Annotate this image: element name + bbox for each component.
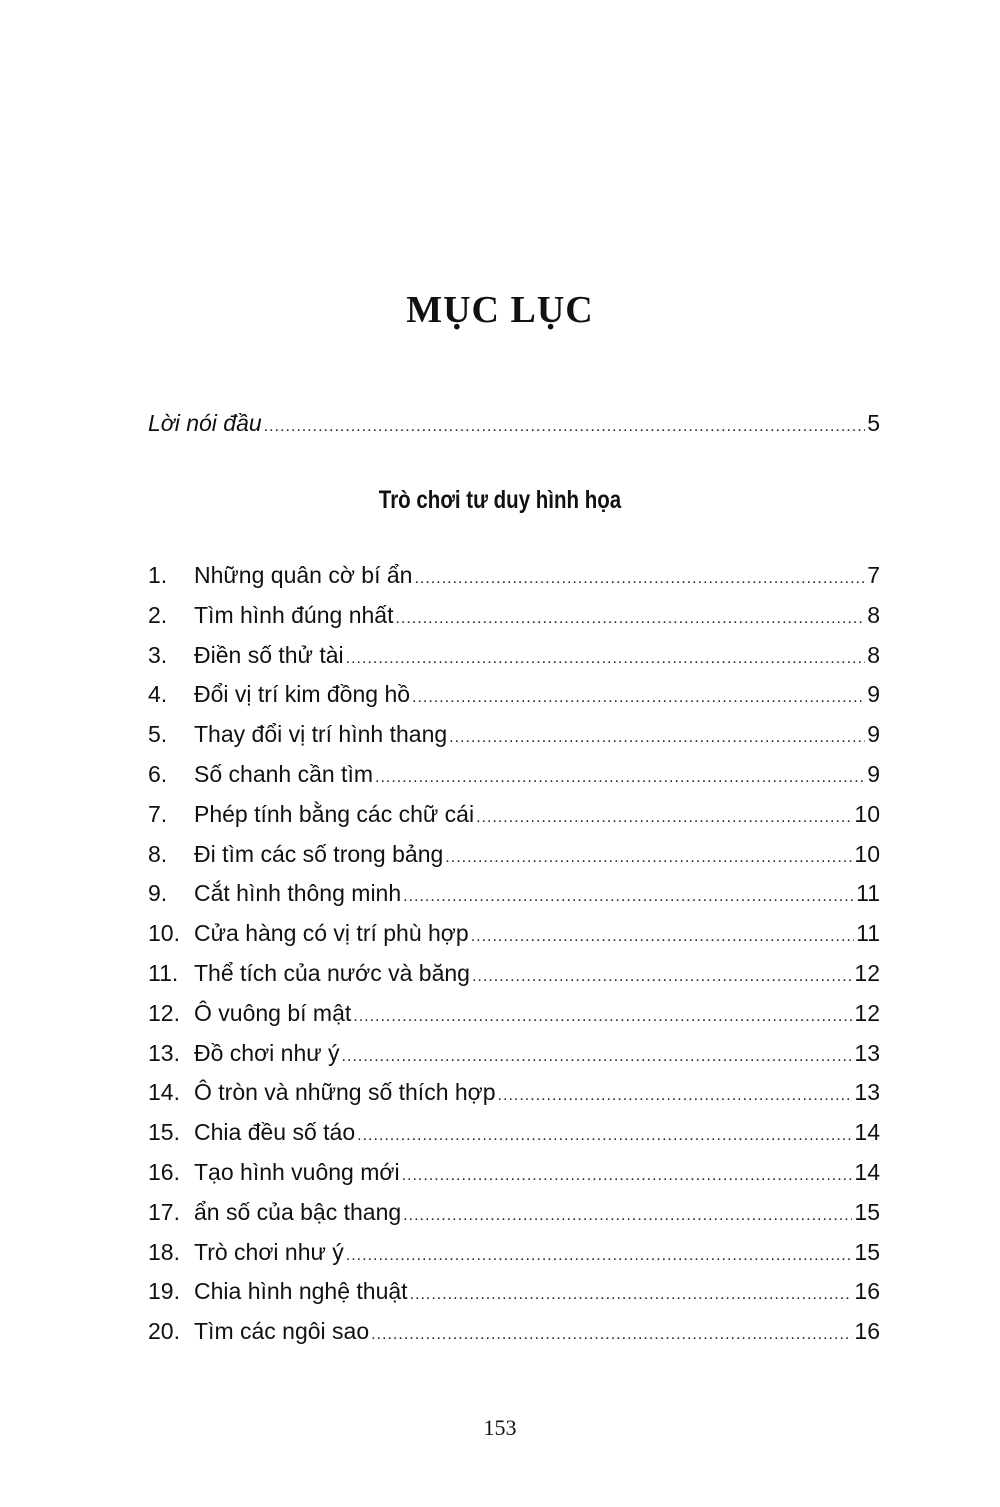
toc-item-page: 9	[867, 760, 880, 787]
dot-leader	[346, 650, 866, 668]
page-title: MỤC LỤC	[406, 289, 594, 331]
dot-leader	[498, 1087, 853, 1105]
dot-leader	[357, 1127, 852, 1145]
dot-leader	[353, 1008, 852, 1026]
toc-item	[148, 841, 880, 881]
toc-item-page: 15	[854, 1238, 880, 1265]
toc-item-number: 8.	[148, 840, 168, 867]
dot-leader	[410, 1286, 853, 1304]
dot-leader	[346, 1247, 853, 1265]
toc-item-page: 14	[854, 1119, 880, 1146]
toc-item-page: 10	[854, 800, 880, 827]
toc-item-number: 9.	[148, 880, 168, 907]
toc-item-label: Tạo hình vuông mới	[194, 1158, 400, 1185]
toc-item-number: 12.	[148, 999, 180, 1026]
toc-item-label: Đi tìm các số trong bảng	[194, 840, 444, 867]
toc-item-label: Những quân cờ bí ẩn	[194, 562, 413, 588]
toc-item	[148, 1239, 880, 1279]
toc-item-number: 16.	[148, 1158, 180, 1185]
toc-item-label: Đồ chơi như ý	[194, 1039, 340, 1066]
toc-item-number: 17.	[148, 1198, 180, 1225]
toc-item-label: Tìm các ngôi sao	[194, 1318, 370, 1345]
toc-item	[148, 880, 880, 920]
toc-item	[148, 1278, 880, 1318]
toc-item-label: Số chanh cần tìm	[194, 760, 373, 787]
toc-item	[148, 1159, 880, 1199]
toc-item-label: Ô tròn và những số thích hợp	[194, 1079, 496, 1106]
toc-item-number: 2.	[148, 601, 168, 628]
toc-item-label: Phép tính bằng các chữ cái	[194, 800, 475, 827]
toc-item	[148, 721, 880, 761]
dot-leader	[403, 1207, 852, 1225]
toc-item-page: 12	[854, 959, 880, 986]
dot-leader	[264, 418, 866, 436]
dot-leader	[342, 1048, 853, 1066]
toc-item	[148, 801, 880, 841]
page-number: 153	[483, 1415, 517, 1440]
toc-intro-row	[148, 410, 880, 437]
toc-item-page: 16	[854, 1318, 880, 1345]
toc-list	[148, 562, 880, 1358]
toc-intro-label: Lời nói đầu	[148, 410, 262, 436]
toc-item-number: 4.	[148, 681, 168, 708]
toc-item	[148, 920, 880, 960]
toc-item-label: Ô vuông bí mật	[194, 999, 352, 1026]
toc-item-label: Chia đều số táo	[194, 1119, 356, 1146]
toc-item-number: 20.	[148, 1318, 180, 1345]
dot-leader	[402, 1167, 853, 1185]
dot-leader	[395, 610, 865, 628]
toc-item	[148, 1079, 880, 1119]
toc-item	[148, 761, 880, 801]
dot-leader	[414, 570, 865, 588]
toc-item-label: Cắt hình thông minh	[194, 880, 402, 907]
toc-item-number: 11.	[148, 959, 179, 986]
toc-item-number: 5.	[148, 721, 168, 748]
toc-item-label: Thể tích của nước và băng	[194, 959, 470, 986]
toc-item-label: Đổi vị trí kim đồng hồ	[194, 681, 411, 708]
toc-item	[148, 681, 880, 721]
dot-leader	[375, 769, 865, 787]
dot-leader	[371, 1326, 852, 1344]
dot-leader	[445, 849, 852, 867]
toc-item-number: 19.	[148, 1278, 180, 1305]
toc-item-label: Chia hình nghệ thuật	[194, 1278, 408, 1305]
toc-item	[148, 1199, 880, 1239]
dot-leader	[471, 928, 854, 946]
toc-item-page: 15	[854, 1198, 880, 1225]
toc-item	[148, 602, 880, 642]
section-heading: Trò chơi tư duy hình họa	[378, 486, 622, 514]
toc-item-label: Cửa hàng có vị trí phù hợp	[194, 920, 469, 947]
toc-item-page: 14	[854, 1158, 880, 1185]
toc-item	[148, 562, 880, 602]
toc-item-number: 15.	[148, 1119, 180, 1146]
dot-leader	[449, 729, 865, 747]
toc-item-page: 8	[867, 641, 880, 668]
dot-leader	[476, 809, 852, 827]
toc-item-page: 7	[867, 562, 880, 588]
toc-item-page: 12	[854, 999, 880, 1026]
toc-item-page: 11	[856, 880, 880, 907]
toc-item	[148, 1318, 880, 1358]
dot-leader	[472, 968, 852, 986]
toc-item-number: 6.	[148, 760, 168, 787]
dot-leader	[403, 888, 854, 906]
toc-item-page: 13	[854, 1039, 880, 1066]
toc-intro-page: 5	[867, 410, 880, 436]
toc-item-label: Thay đổi vị trí hình thang	[194, 721, 448, 748]
toc-item-number: 3.	[148, 641, 168, 668]
toc-item-page: 11	[856, 920, 880, 947]
toc-item	[148, 960, 880, 1000]
toc-item-page: 9	[867, 721, 880, 748]
toc-item-label: ẩn số của bậc thang	[194, 1198, 402, 1225]
dot-leader	[412, 689, 865, 707]
toc-item-page: 16	[854, 1278, 880, 1305]
toc-item-number: 10.	[148, 920, 180, 947]
toc-item-page: 13	[854, 1079, 880, 1106]
toc-item-page: 10	[854, 840, 880, 867]
toc-item-number: 18.	[148, 1238, 180, 1265]
toc-item-number: 13.	[148, 1039, 180, 1066]
toc-item-number: 1.	[148, 562, 168, 588]
toc-item	[148, 1119, 880, 1159]
toc-item	[148, 1000, 880, 1040]
toc-item-number: 7.	[148, 800, 168, 827]
toc-item-number: 14.	[148, 1079, 180, 1106]
toc-item-page: 9	[867, 681, 880, 708]
toc-item-label: Tìm hình đúng nhất	[194, 601, 394, 628]
toc-item-page: 8	[867, 601, 880, 628]
toc-item	[148, 1040, 880, 1080]
toc-item-label: Điền số thử tài	[194, 641, 344, 668]
toc-item	[148, 642, 880, 682]
toc-item-label: Trò chơi như ý	[194, 1238, 344, 1265]
